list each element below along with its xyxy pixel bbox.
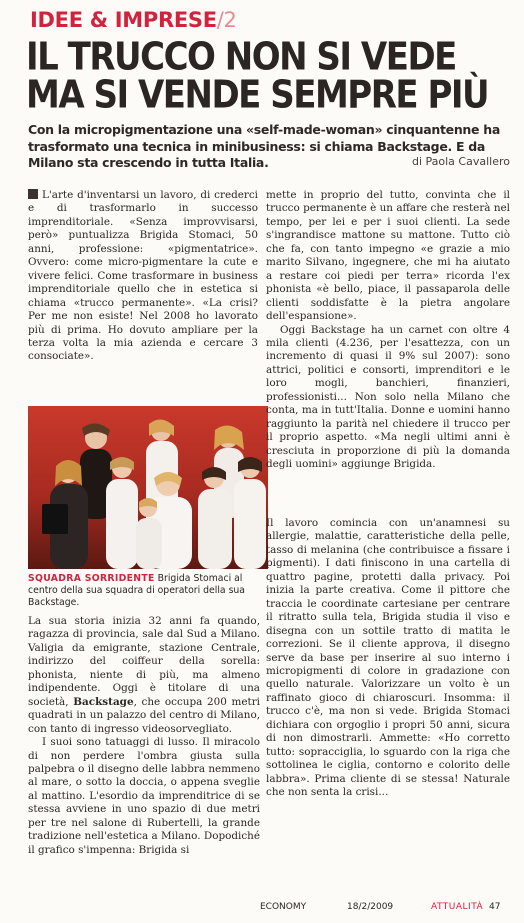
col2-paragraph-1: mette in proprio del tutto, convinta che il trucco permanente è un affare che resterà nel tempo, per lei e per i suoi clienti. La sede s'ingrandisce mattone su mattone. Tutto ciò che fa, con tanto impegno «e grazie a mio marito Silvano, ingegnere, che mi ha aiutato a restare coi piedi per terra» ricorda l'ex phonista «è bello, piace, il passaparola delle clienti soddisfatte è la pietra angolare dell'espansione». — [266, 189, 510, 323]
byline: di Paola Cavallero — [411, 155, 510, 168]
column-1-top — [28, 189, 258, 364]
col1b-p1-text: La sua storia inizia 32 anni fa quando, ragazza di provincia, sale dal Sud a Milano. Valigia da emigrante, stazione Centrale, indirizzo del coiffeur della sorella: phonista, niente di più, ma almeno indipendente. Oggi è titolare di una società, — [28, 615, 260, 708]
team-photo — [28, 406, 268, 569]
caption-text: Brigida Stomaci al centro della sua squadra di operatori della sua Backstage. — [28, 573, 246, 608]
col1-p1-text: L'arte d'inventarsi un lavoro, di crederci e di trasformarlo in successo imprenditoriale. «Senza improvvisarsi, però» puntualizza Brigida Stomaci, 50 anni, professione: «pigmentatrice». Ovvero: come micro-pigmentare la cute e vivere felici. Come trasformare in business imprenditoriale quello che in estetica si chiama «trucco permanente». «La crisi? Per me non esiste! Nel 2008 ho lavorato più di prima. Ho dovuto ampliare per la terza volta la mia azienda e cercare 3 consociate». — [28, 189, 258, 363]
col1-paragraph-1 — [28, 189, 258, 364]
column-1-bottom — [28, 615, 260, 857]
col1b-paragraph-2: I suoi sono tatuaggi di lusso. Il miracolo di non perdere l'ombra giusta sulla palpebra o il disegno delle labbra nemmeno al mare, o sotto la doccia, o appena sveglie al mattino. L'esordio da imprenditrice di se stessa avviene in uno spazio di due metri per tre nel salone di Rubertelli, la grande tradizione nell'estetica a Milano. Dopodiché il grafico s'impenna: Brigida si — [28, 736, 260, 856]
photo-caption — [28, 573, 268, 609]
footer-date: 18/2/2009 — [347, 902, 394, 912]
footer-section: ATTUALITÀ — [431, 902, 484, 912]
section-rubric — [30, 8, 237, 32]
column-2 — [266, 189, 510, 472]
column-2-bottom — [266, 517, 510, 800]
col1b-paragraph-1 — [28, 615, 260, 736]
footer-page-number: 47 — [489, 902, 501, 912]
col2-paragraph-2: Oggi Backstage ha un carnet con oltre 4 mila clienti (4.236, per l'esattezza, con un incremento di quasi il 9% sul 2007): sono attrici, politici e consorti, imprenditori e le loro mogli, banchieri, finanzieri, professionisti... Non solo nella Milano che conta, ma in tutt'Italia. Donne e uomini hanno raggiunto la parità nel chiedere il trucco per il proprio aspetto. «Ma negli ultimi anni è cresciuta in proporzione di più la domanda degli uomini» aggiunge Brigida. — [266, 323, 510, 471]
section-name: IDEE & IMPRESE — [30, 8, 217, 32]
article-start-square-icon — [28, 189, 38, 199]
col3-paragraph-1: Il lavoro comincia con un'anamnesi su allergie, malattie, caratteristiche della pelle, tasso di melanina (che contribuisce a fissare i pigmenti). I dati finiscono in una cartella di quattro pagine, protetti dalla privacy. Poi inizia la parte creativa. Come il pittore che traccia le coordinate cartesiane per centrare il ritratto sulla tela, Brigida studia il viso e disegna con un sottile tratto di matita le correzioni. Se il cliente approva, il disegno serve da base per inserire al suo interno i micropigmenti di colore in gradazione con quello naturale. Valorizzare un volto è un raffinato gioco di chiaroscuri. Insomma: il trucco c'è, ma non si vede. Brigida Stomaci dichiara con orgoglio i propri 50 anni, sicura di non dimostrarli. Ammette: «Ho corretto tutto: sopracciglia, lo sguardo con la riga che sottolinea le ciglia, contorno e colorito delle labbra». Prima cliente di se stessa! Naturale che non senta la crisi... — [266, 517, 510, 799]
col1b-p1-tail: , che occupa 200 metri quadrati in un palazzo del centro di Milano, con tanto di ingresso videosorvegliato. — [28, 695, 260, 735]
brand-name: Backstage — [73, 695, 134, 708]
headline-line-1: IL TRUCCO NON SI VEDE — [26, 34, 456, 80]
page-footer — [0, 898, 524, 918]
article-headline — [26, 34, 506, 118]
section-number: /2 — [216, 8, 237, 32]
team-photo-illustration — [28, 406, 268, 569]
footer-magazine: ECONOMY — [260, 902, 307, 912]
caption-label: SQUADRA SORRIDENTE — [28, 573, 155, 584]
headline-line-2: MA SI VENDE SEMPRE PIÙ — [26, 72, 489, 118]
article-lead: Con la micropigmentazione una «self-made-woman» cinquantenne ha trasformato una tecnica in minibusiness: si chiama Backstage. E da Milano sta crescendo in tutta Italia. — [28, 122, 500, 170]
